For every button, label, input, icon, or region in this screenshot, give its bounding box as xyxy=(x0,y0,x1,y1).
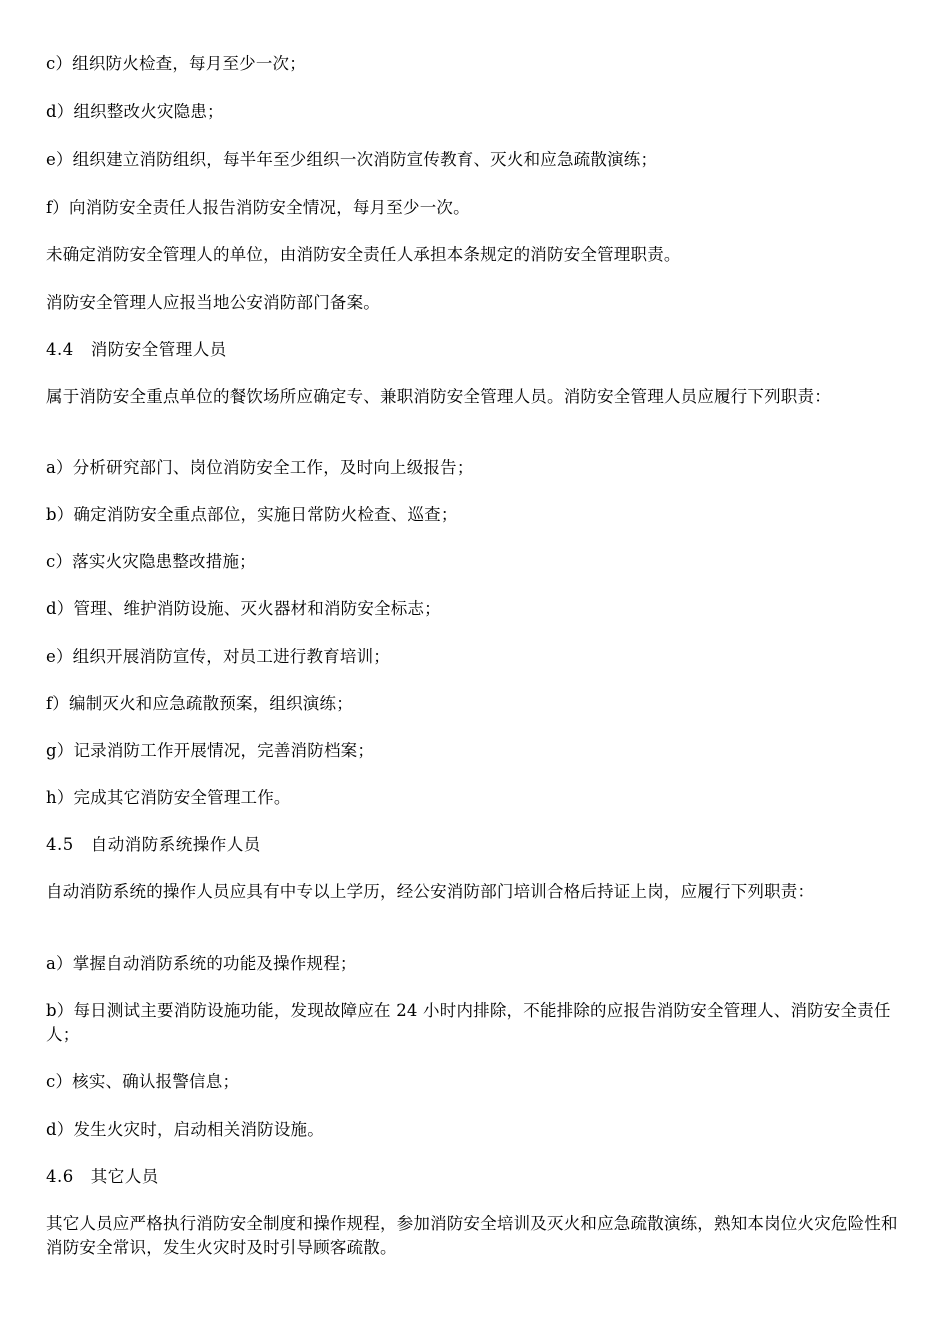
list-item-f-drills: f）编制灭火和应急疏散预案，组织演练； xyxy=(46,694,353,713)
list-item-c-rectification: c）落实火灾隐患整改措施； xyxy=(46,552,256,571)
paragraph-4-5-intro: 自动消防系统的操作人员应具有中专以上学历，经公安消防部门培训合格后持证上岗，应履行下列职责： xyxy=(46,882,815,901)
list-item-d-maintain: d）管理、维护消防设施、灭火器材和消防安全标志； xyxy=(46,599,441,618)
paragraph-no-manager: 未确定消防安全管理人的单位，由消防安全责任人承担本条规定的消防安全管理职责。 xyxy=(46,245,681,264)
list-item-a-analyze: a）分析研究部门、岗位消防安全工作，及时向上级报告； xyxy=(46,458,474,477)
list-item-a-master-system: a）掌握自动消防系统的功能及操作规程； xyxy=(46,954,357,973)
paragraph-filing: 消防安全管理人应报当地公安消防部门备案。 xyxy=(46,293,380,312)
list-item-b-daily-test: b）每日测试主要消防设施功能，发现故障应在 24 小时内排除，不能排除的应报告消防安全管理人、消防安全责任人； xyxy=(46,1001,891,1044)
paragraph-4-6-body: 其它人员应严格执行消防安全制度和操作规程，参加消防安全培训及灭火和应急疏散演练，熟知本岗位火灾危险性和消防安全常识，发生火灾时及时引导顾客疏散。 xyxy=(46,1214,898,1257)
list-item-h-other: h）完成其它消防安全管理工作。 xyxy=(46,788,291,807)
section-heading-4-6: 4.6 其它人员 xyxy=(46,1167,159,1186)
list-item-c-verify-alarm: c）核实、确认报警信息； xyxy=(46,1072,240,1091)
list-item-d-rectify-hazards: d）组织整改火灾隐患； xyxy=(46,102,224,121)
section-heading-4-4: 4.4 消防安全管理人员 xyxy=(46,340,227,359)
list-item-e-fire-organization: e）组织建立消防组织，每半年至少组织一次消防宣传教育、灭火和应急疏散演练； xyxy=(46,150,658,169)
list-item-b-key-areas: b）确定消防安全重点部位，实施日常防火检查、巡查； xyxy=(46,505,458,524)
section-heading-4-5: 4.5 自动消防系统操作人员 xyxy=(46,835,261,854)
list-item-f-report-status: f）向消防安全责任人报告消防安全情况，每月至少一次。 xyxy=(46,198,470,217)
list-item-d-activate: d）发生火灾时，启动相关消防设施。 xyxy=(46,1120,324,1139)
list-item-c-fire-inspection: c）组织防火检查，每月至少一次； xyxy=(46,54,306,73)
paragraph-4-4-intro: 属于消防安全重点单位的餐饮场所应确定专、兼职消防安全管理人员。消防安全管理人员应履行下列职责： xyxy=(46,387,831,406)
list-item-e-training: e）组织开展消防宣传，对员工进行教育培训； xyxy=(46,647,390,666)
list-item-g-records: g）记录消防工作开展情况，完善消防档案； xyxy=(46,741,375,760)
